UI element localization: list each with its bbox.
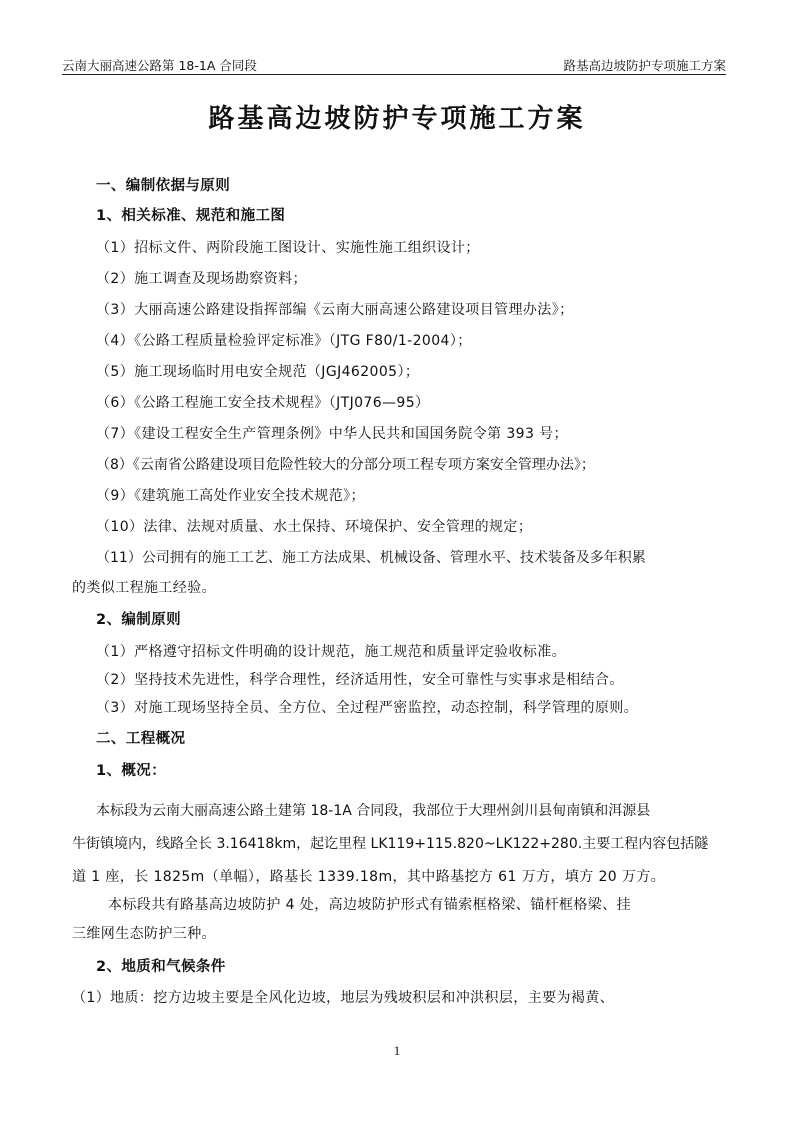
- paragraph-line: 本标段共有路基高边坡防护 4 处，高边坡防护形式有锚索框格梁、锚杆框格梁、挂: [108, 897, 632, 913]
- list-item: （9）《建筑施工高处作业安全技术规范》；: [96, 488, 365, 504]
- page-header: [62, 54, 726, 75]
- list-item: （11）公司拥有的施工工艺、施工方法成果、机械设备、管理水平、技术装备及多年积累: [96, 550, 646, 566]
- paragraph-line: 三维网生态防护三种。: [72, 926, 216, 942]
- list-item: （2）施工调查及现场勘察资料；: [96, 271, 307, 287]
- list-item: （3）对施工现场坚持全员、全方位、全过程严密监控，动态控制，科学管理的原则。: [96, 700, 639, 716]
- subsection-heading: 1、相关标准、规范和施工图: [96, 208, 286, 224]
- list-item: （8）《云南省公路建设项目危险性较大的分部分项工程专项方案安全管理办法》；: [96, 457, 595, 473]
- page-number: 1: [393, 1043, 401, 1058]
- subsection-heading: 2、地质和气候条件: [96, 959, 226, 975]
- header-right: 路基高边坡防护专项施工方案: [563, 58, 726, 73]
- paragraph-line: 道 1 座，长 1825m（单幅），路基长 1339.18m，其中路基挖方 61 万方，填方 20 万方。: [72, 869, 666, 885]
- paragraph-line: 牛街镇境内，线路全长 3.16418km，起讫里程 LK119+115.820~LK122+280.主要工程内容包括隧: [72, 836, 709, 852]
- list-item: （2）坚持技术先进性，科学合理性，经济适用性，安全可靠性与实事求是相结合。: [96, 672, 624, 688]
- section-heading: 二、工程概况: [96, 731, 186, 747]
- list-item: （6）《公路工程施工安全技术规程》（JTJ076—95）: [96, 395, 430, 411]
- list-item: （3）大丽高速公路建设指挥部编《云南大丽高速公路建设项目管理办法》；: [96, 302, 574, 318]
- list-item: （10）法律、法规对质量、水土保持、环境保护、安全管理的规定；: [96, 519, 533, 535]
- list-item-continuation: 的类似工程施工经验。: [72, 580, 216, 596]
- subsection-heading: 1、概况：: [96, 763, 167, 779]
- header-left: 云南大丽高速公路第 18-1A 合同段: [62, 58, 257, 73]
- document-title: 路基高边坡防护专项施工方案: [208, 104, 586, 134]
- list-item: （4）《公路工程质量检验评定标准》（JTG F80/1-2004）；: [96, 333, 472, 349]
- list-item: （1）招标文件、两阶段施工图设计、实施性施工组织设计；: [96, 240, 480, 256]
- section-heading: 一、编制依据与原则: [96, 178, 231, 194]
- list-item: （5）施工现场临时用电安全规范（JGJ462005）；: [96, 364, 420, 380]
- list-item: （7）《建设工程安全生产管理条例》中华人民共和国国务院令第 393 号；: [96, 426, 568, 442]
- subsection-heading: 2、编制原则: [96, 612, 181, 628]
- paragraph-line: 本标段为云南大丽高速公路土建第 18-1A 合同段，我部位于大理州剑川县甸南镇和洱源县: [96, 803, 651, 819]
- list-item: （1）严格遵守招标文件明确的设计规范，施工规范和质量评定验收标准。: [96, 644, 567, 660]
- paragraph-line: （1）地质：挖方边坡主要是全风化边坡，地层为残坡积层和冲洪积层，主要为褐黄、: [72, 990, 615, 1006]
